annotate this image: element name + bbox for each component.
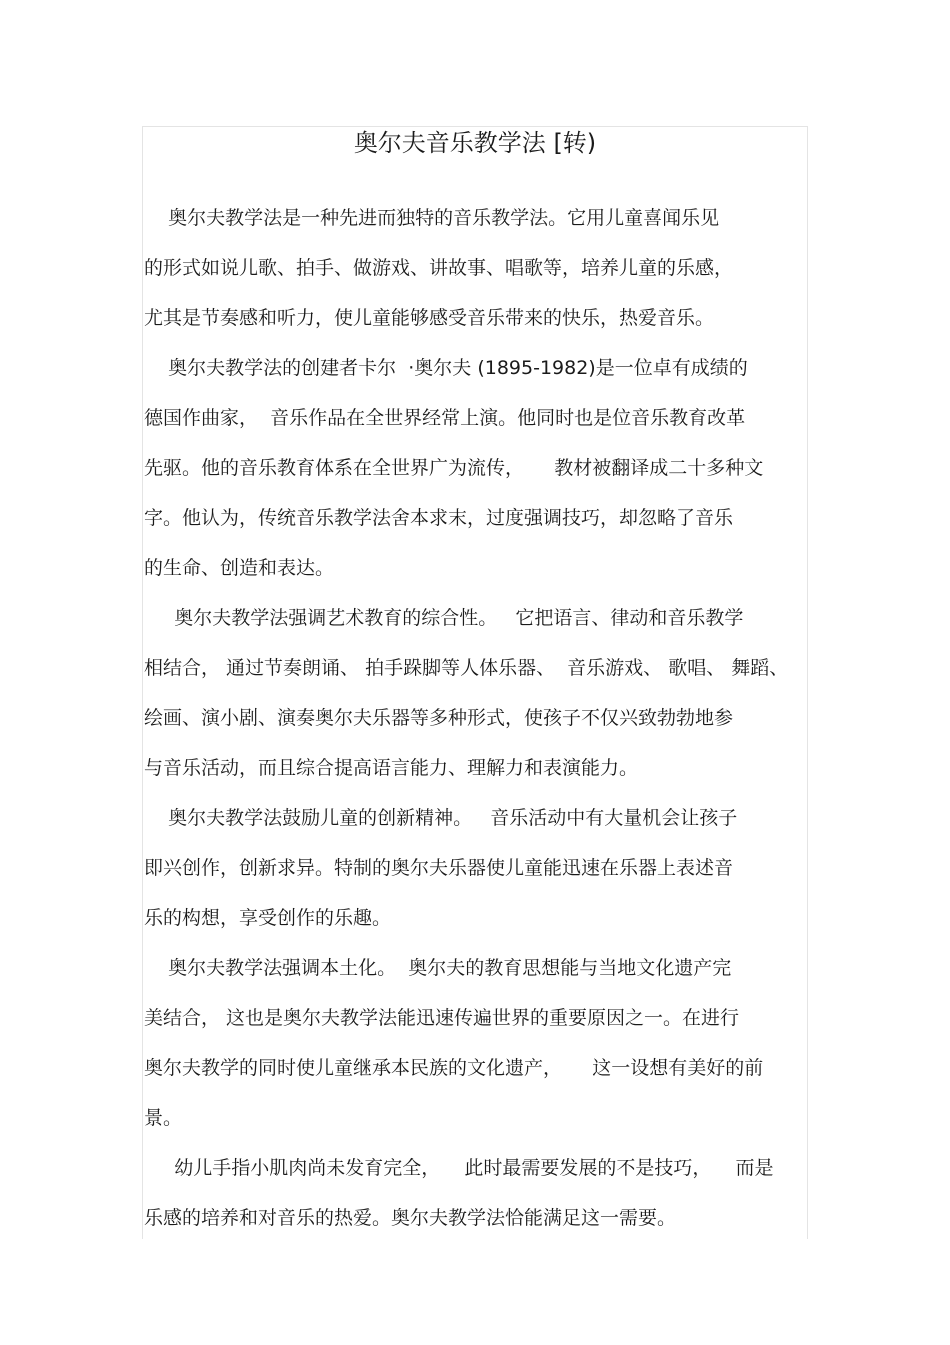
text-line: 的形式如说儿歌、拍手、做游戏、讲故事、唱歌等，培养儿童的乐感，: [144, 257, 734, 279]
text-line: 乐的构想，享受创作的乐趣。: [144, 907, 392, 929]
text-line: 奥尔夫教学法鼓励儿童的创新精神。 音乐活动中有大量机会让孩子: [144, 807, 738, 829]
text-line: 幼儿手指小肌肉尚未发育完全， 此时最需要发展的不是技巧， 而是: [144, 1157, 774, 1179]
text-line: 奥尔夫教学法是一种先进而独特的音乐教学法。它用儿童喜闻乐见: [144, 207, 720, 229]
text-line: 先驱。他的音乐教育体系在全世界广为流传， 教材被翻译成二十多种文: [144, 457, 764, 479]
text-line: 奥尔夫教学法的创建者卡尔 ·奥尔夫 (1895-1982)是一位卓有成绩的: [144, 357, 748, 379]
text-line: 的生命、创造和表达。: [144, 557, 335, 579]
text-line: 奥尔夫教学法强调艺术教育的综合性。 它把语言、律动和音乐教学: [144, 607, 744, 629]
text-line: 景。: [144, 1107, 183, 1129]
text-line: 德国作曲家， 音乐作品在全世界经常上演。他同时也是位音乐教育改革: [144, 407, 746, 429]
text-line: 奥尔夫教学的同时使儿童继承本民族的文化遗产， 这一设想有美好的前: [144, 1057, 764, 1079]
text-line: 相结合， 通过节奏朗诵、 拍手跺脚等人体乐器、 音乐游戏、 歌唱、 舞蹈、: [144, 657, 789, 679]
text-line: 乐感的培养和对音乐的热爱。奥尔夫教学法恰能满足这一需要。: [144, 1207, 677, 1229]
text-line: 尤其是节奏感和听力，使儿童能够感受音乐带来的快乐，热爱音乐。: [144, 307, 715, 329]
text-line: 绘画、演小剧、演奏奥尔夫乐器等多种形式，使孩子不仅兴致勃勃地参: [144, 707, 734, 729]
text-line: 字。他认为，传统音乐教学法舍本求末，过度强调技巧，却忽略了音乐: [144, 507, 734, 529]
text-line: 美结合， 这也是奥尔夫教学法能迅速传遍世界的重要原因之一。在进行: [144, 1007, 740, 1029]
text-line: 即兴创作，创新求异。特制的奥尔夫乐器使儿童能迅速在乐器上表述音: [144, 857, 734, 879]
document-title: 奥尔夫音乐教学法 [转): [353, 129, 597, 157]
text-line: 与音乐活动，而且综合提高语言能力、理解力和表演能力。: [144, 757, 639, 779]
text-line: 奥尔夫教学法强调本土化。 奥尔夫的教育思想能与当地文化遗产完: [144, 957, 732, 979]
